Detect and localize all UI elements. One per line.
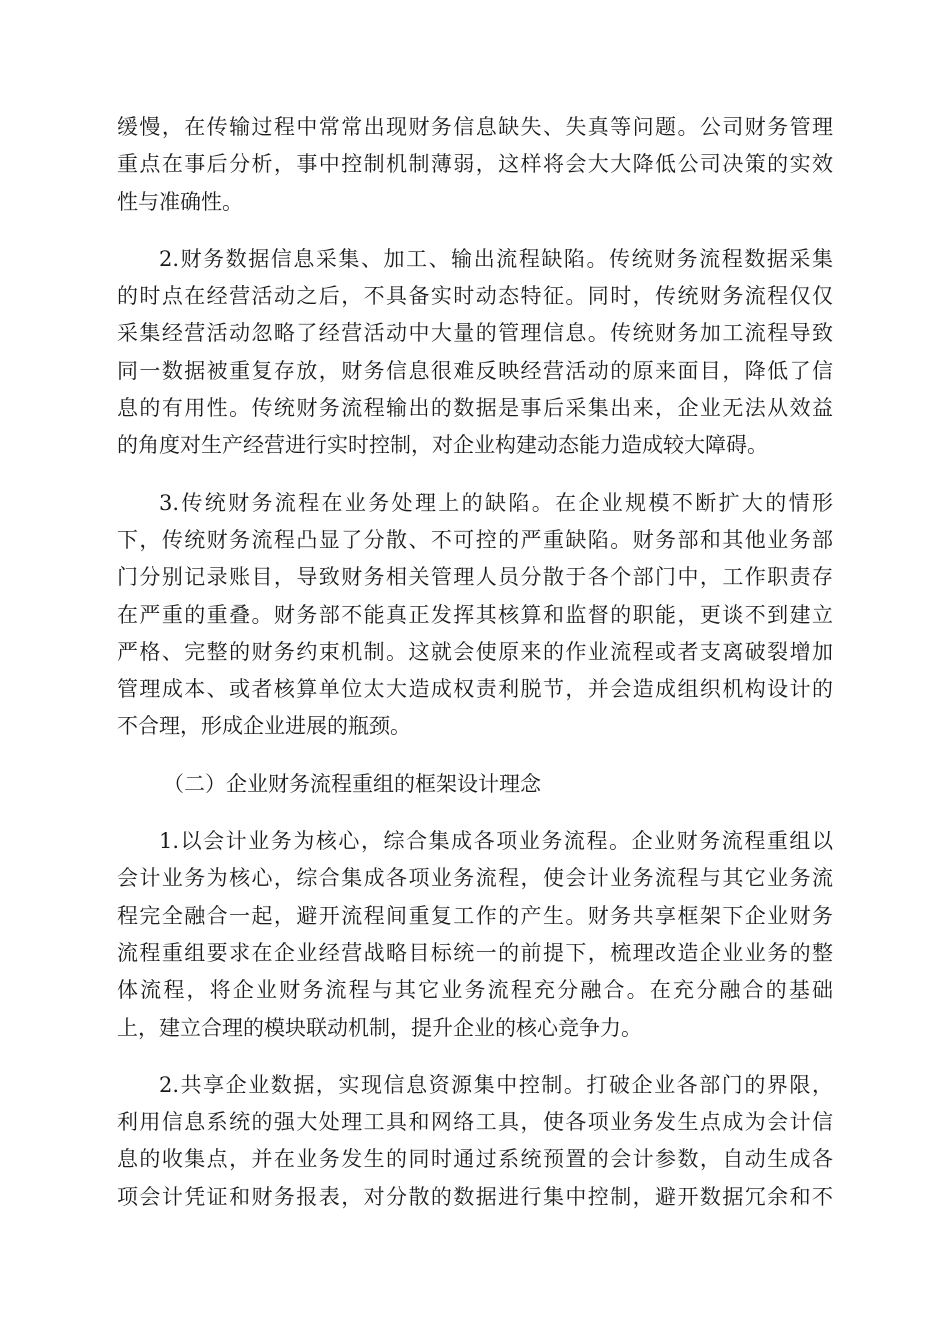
paragraph-1 [117, 109, 833, 221]
text-line: 同一数据被重复存放，财务信息很难反映经营活动的原来面目，降低了信 [117, 358, 833, 383]
text-line: 在严重的重叠。财务部不能真正发挥其核算和监督的职能，更谈不到建立 [117, 602, 833, 627]
section-heading: （二）企业财务流程重组的框架设计理念 [163, 771, 541, 796]
text-line: 采集经营活动忽略了经营活动中大量的管理信息。传统财务加工流程导致 [117, 321, 833, 346]
text-line: 门分别记录账目，导致财务相关管理人员分散于各个部门中，工作职责存 [117, 565, 833, 590]
text-line: 的时点在经营活动之后，不具备实时动态特征。同时，传统财务流程仅仅 [117, 284, 833, 309]
text-line: 项会计凭证和财务报表，对分散的数据进行集中控制，避开数据冗余和不 [117, 1184, 833, 1209]
paragraph-4 [117, 823, 833, 1047]
text-line: 会计业务为核心，综合集成各项业务流程，使会计业务流程与其它业务流 [117, 866, 833, 891]
text-line: 不合理，形成企业进展的瓶颈。 [117, 714, 411, 739]
text-line: 2.财务数据信息采集、加工、输出流程缺陷。传统财务流程数据采集 [159, 246, 833, 271]
text-line: 的角度对生产经营进行实时控制，对企业构建动态能力造成较大障碍。 [117, 433, 768, 458]
text-line: 上，建立合理的模块联动机制，提升企业的核心竞争力。 [117, 1015, 642, 1040]
text-line: 流程重组要求在企业经营战略目标统一的前提下，梳理改造企业业务的整 [117, 940, 833, 965]
text-line: 3.传统财务流程在业务处理上的缺陷。在企业规模不断扩大的情形 [159, 490, 833, 515]
text-line: 重点在事后分析，事中控制机制薄弱，这样将会大大降低公司决策的实效 [117, 152, 833, 177]
text-line: 缓慢，在传输过程中常常出现财务信息缺失、失真等问题。公司财务管理 [117, 115, 833, 139]
paragraph-3 [117, 485, 833, 746]
text-line: 程完全融合一起，避开流程间重复工作的产生。财务共享框架下企业财务 [117, 903, 833, 928]
text-line: 2.共享企业数据，实现信息资源集中控制。打破企业各部门的界限， [159, 1072, 833, 1097]
paragraph-5 [117, 1067, 833, 1216]
text-line: 息的有用性。传统财务流程输出的数据是事后采集出来，企业无法从效益 [117, 396, 833, 421]
text-line: 下，传统财务流程凸显了分散、不可控的严重缺陷。财务部和其他业务部 [117, 527, 833, 552]
text-line: 管理成本、或者核算单位太大造成权责利脱节，并会造成组织机构设计的 [117, 677, 833, 702]
text-line: 性与准确性。 [117, 189, 243, 214]
paragraph-2 [117, 241, 833, 465]
text-line: 严格、完整的财务约束机制。这就会使原来的作业流程或者支离破裂增加 [117, 639, 833, 664]
text-line: 利用信息系统的强大处理工具和网络工具，使各项业务发生点成为会计信 [117, 1110, 833, 1135]
text-line: 1.以会计业务为核心，综合集成各项业务流程。企业财务流程重组以 [159, 829, 833, 854]
text-line: 息的收集点，并在业务发生的同时通过系统预置的会计参数，自动生成各 [117, 1147, 833, 1172]
text-line: 体流程，将企业财务流程与其它业务流程充分融合。在充分融合的基础 [117, 978, 833, 1003]
document-body [117, 109, 833, 1236]
